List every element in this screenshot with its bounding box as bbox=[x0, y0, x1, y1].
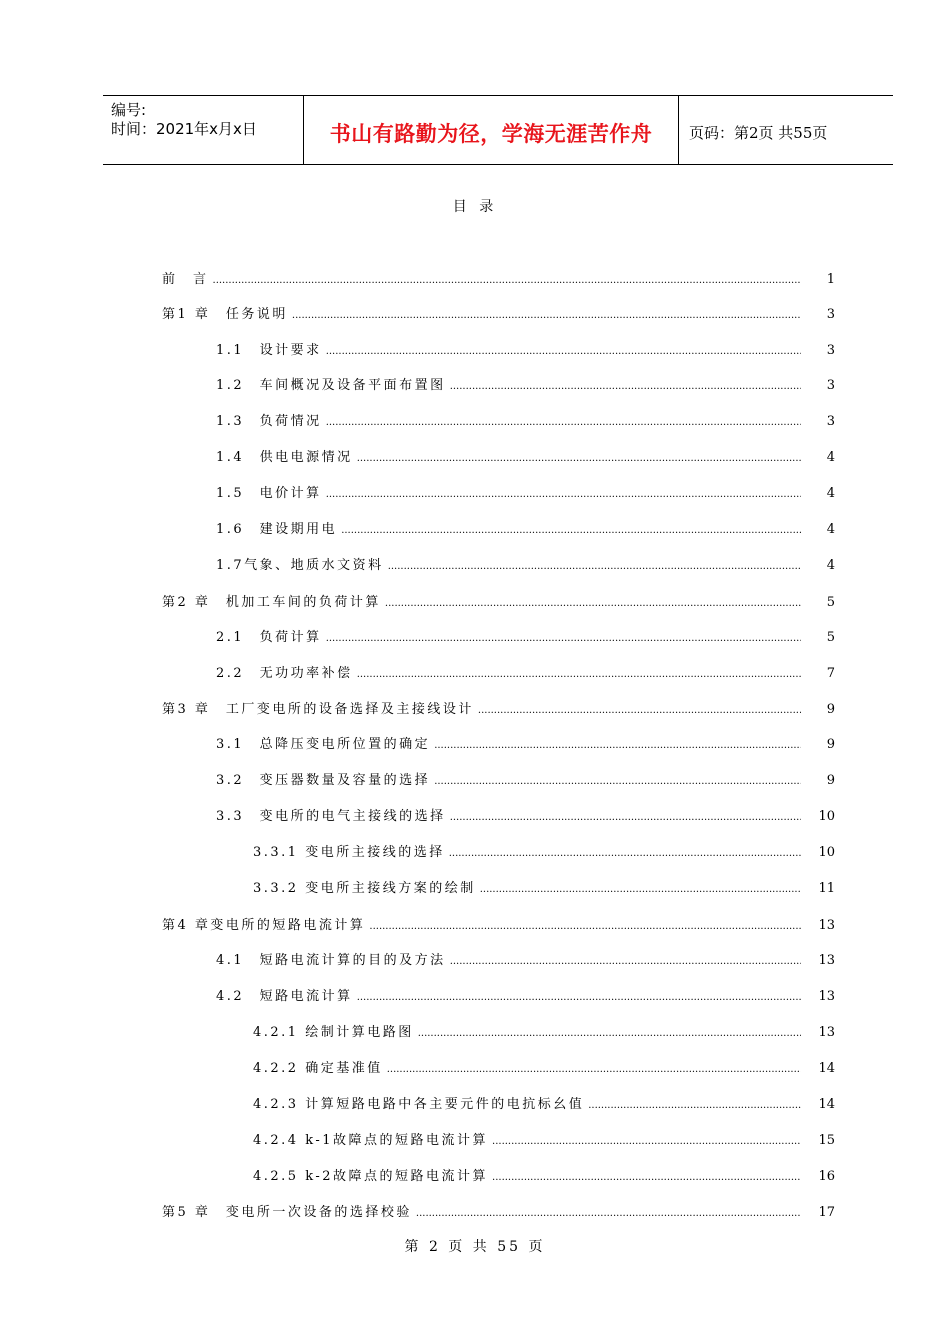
toc-entry[interactable] bbox=[162, 268, 835, 288]
toc-entry[interactable] bbox=[216, 554, 835, 574]
toc-leader-dots bbox=[450, 956, 801, 967]
toc-entry[interactable] bbox=[253, 1021, 835, 1041]
toc-entry[interactable] bbox=[216, 769, 835, 789]
toc-entry-page: 5 bbox=[826, 595, 835, 610]
toc-leader-dots bbox=[369, 921, 801, 932]
toc-entry[interactable] bbox=[253, 1129, 835, 1149]
toc-entry-label: 4.2.2 确定基准值 bbox=[253, 1061, 383, 1076]
toc-leader-dots bbox=[387, 1064, 801, 1075]
toc-entry[interactable] bbox=[216, 482, 835, 502]
toc-entry[interactable] bbox=[162, 591, 835, 611]
page-footer: 第 2 页 共 55 页 bbox=[404, 1239, 546, 1255]
toc-entry-label: 第2 章 机加工车间的负荷计算 bbox=[162, 595, 381, 610]
toc-entry-page: 16 bbox=[818, 1169, 835, 1184]
toc-entry-page: 4 bbox=[826, 450, 835, 465]
toc-leader-dots bbox=[357, 992, 801, 1003]
toc-entry[interactable] bbox=[162, 914, 835, 934]
toc-entry-page: 9 bbox=[826, 702, 835, 717]
toc-entry-page: 17 bbox=[818, 1205, 835, 1220]
toc-leader-dots bbox=[326, 346, 801, 357]
toc-leader-dots bbox=[357, 669, 801, 680]
toc-entry-label: 1.6 建设期用电 bbox=[216, 522, 338, 537]
toc-entry-label: 3.3.2 变电所主接线方案的绘制 bbox=[253, 881, 476, 896]
toc-entry-page: 4 bbox=[826, 558, 835, 573]
toc-entry[interactable] bbox=[162, 1201, 835, 1221]
toc-entry-page: 9 bbox=[826, 773, 835, 788]
toc-entry[interactable] bbox=[253, 1165, 835, 1185]
toc-entry[interactable] bbox=[216, 446, 835, 466]
toc-entry-page: 14 bbox=[818, 1061, 835, 1076]
toc-entry-label: 3.3.1 变电所主接线的选择 bbox=[253, 845, 445, 860]
toc-leader-dots bbox=[418, 1028, 801, 1039]
toc-entry[interactable] bbox=[216, 805, 835, 825]
toc-entry-page: 4 bbox=[826, 486, 835, 501]
toc-entry-label: 4.2.5 k-2故障点的短路电流计算 bbox=[253, 1169, 489, 1184]
toc-entry[interactable] bbox=[253, 877, 835, 897]
toc-entry-label: 1.7气象、地质水文资料 bbox=[216, 558, 384, 573]
toc-entry-label: 2.1 负荷计算 bbox=[216, 630, 322, 645]
header-middle-cell bbox=[304, 96, 678, 164]
toc-entry-label: 前 言 bbox=[162, 272, 209, 287]
header-page-info: 页码：第2页 共55页 bbox=[689, 124, 828, 142]
toc-entry[interactable] bbox=[216, 733, 835, 753]
toc-leader-dots bbox=[292, 310, 801, 321]
toc-leader-dots bbox=[434, 740, 801, 751]
toc-leader-dots bbox=[588, 1100, 801, 1111]
toc-leader-dots bbox=[492, 1136, 801, 1147]
header-motto: 书山有路勤为径，学海无涯苦作舟 bbox=[329, 122, 653, 146]
toc-entry[interactable] bbox=[253, 1093, 835, 1113]
toc-entry[interactable] bbox=[253, 841, 835, 861]
toc-entry-page: 3 bbox=[826, 307, 835, 322]
toc-entry-label: 3.3 变电所的电气主接线的选择 bbox=[216, 809, 446, 824]
toc-entry-page: 9 bbox=[826, 737, 835, 752]
toc-entry-page: 10 bbox=[818, 845, 835, 860]
toc-leader-dots bbox=[480, 884, 801, 895]
toc-leader-dots bbox=[492, 1172, 801, 1183]
toc-leader-dots bbox=[450, 812, 801, 823]
time-label: 时间：2021年x月x日 bbox=[111, 120, 257, 138]
toc-entry-page: 15 bbox=[818, 1133, 835, 1148]
toc-entry-page: 13 bbox=[818, 1025, 835, 1040]
toc-entry-page: 13 bbox=[818, 953, 835, 968]
toc-entry-page: 1 bbox=[826, 272, 835, 287]
toc-entry[interactable] bbox=[162, 303, 835, 323]
toc-entry-page: 3 bbox=[826, 378, 835, 393]
toc-leader-dots bbox=[326, 417, 801, 428]
toc-leader-dots bbox=[385, 598, 801, 609]
toc-entry[interactable] bbox=[216, 662, 835, 682]
toc-entry-label: 第3 章 工厂变电所的设备选择及主接线设计 bbox=[162, 702, 474, 717]
toc-entry[interactable] bbox=[216, 339, 835, 359]
toc-leader-dots bbox=[416, 1208, 801, 1219]
toc-entry-label: 3.2 变压器数量及容量的选择 bbox=[216, 773, 431, 788]
toc-title: 目 录 bbox=[452, 199, 498, 215]
header-right-cell bbox=[679, 96, 893, 164]
toc-entry-label: 4.2.1 绘制计算电路图 bbox=[253, 1025, 414, 1040]
toc-entry[interactable] bbox=[253, 1057, 835, 1077]
toc-leader-dots bbox=[326, 633, 801, 644]
toc-entry-label: 1.3 负荷情况 bbox=[216, 414, 322, 429]
toc-entry-label: 4.2.3 计算短路电路中各主要元件的电抗标幺值 bbox=[253, 1097, 585, 1112]
page-header bbox=[103, 95, 893, 165]
toc-entry-label: 4.1 短路电流计算的目的及方法 bbox=[216, 953, 446, 968]
serial-label: 编号: bbox=[111, 101, 147, 119]
toc-leader-dots bbox=[450, 381, 801, 392]
toc-entry-label: 第1 章 任务说明 bbox=[162, 307, 288, 322]
toc-entry-page: 13 bbox=[818, 918, 835, 933]
toc-entry-page: 4 bbox=[826, 522, 835, 537]
toc-entry-page: 3 bbox=[826, 414, 835, 429]
toc-entry-page: 10 bbox=[818, 809, 835, 824]
toc-entry-page: 14 bbox=[818, 1097, 835, 1112]
toc-leader-dots bbox=[326, 489, 801, 500]
toc-leader-dots bbox=[478, 705, 801, 716]
toc-entry[interactable] bbox=[216, 949, 835, 969]
toc-leader-dots bbox=[213, 275, 801, 286]
toc-entry-page: 3 bbox=[826, 343, 835, 358]
toc-leader-dots bbox=[388, 561, 801, 572]
toc-entry[interactable] bbox=[216, 518, 835, 538]
toc-entry-label: 4.2 短路电流计算 bbox=[216, 989, 353, 1004]
toc-entry-label: 4.2.4 k-1故障点的短路电流计算 bbox=[253, 1133, 489, 1148]
toc-entry-label: 3.1 总降压变电所位置的确定 bbox=[216, 737, 431, 752]
toc-entry[interactable] bbox=[216, 410, 835, 430]
toc-entry-page: 7 bbox=[826, 666, 835, 681]
toc-entry-page: 11 bbox=[818, 881, 835, 896]
toc-entry-page: 13 bbox=[818, 989, 835, 1004]
toc-entry-label: 1.4 供电电源情况 bbox=[216, 450, 353, 465]
toc-entry-label: 1.1 设计要求 bbox=[216, 343, 322, 358]
toc-leader-dots bbox=[434, 776, 801, 787]
toc-entry-label: 1.2 车间概况及设备平面布置图 bbox=[216, 378, 446, 393]
toc-entry-label: 第4 章变电所的短路电流计算 bbox=[162, 918, 366, 933]
toc-leader-dots bbox=[357, 453, 801, 464]
toc-entry[interactable] bbox=[162, 698, 835, 718]
toc-entry-label: 第5 章 变电所一次设备的选择校验 bbox=[162, 1205, 412, 1220]
toc-leader-dots bbox=[449, 848, 801, 859]
toc-entry[interactable] bbox=[216, 626, 835, 646]
toc-entry-page: 5 bbox=[826, 630, 835, 645]
header-left-cell bbox=[103, 96, 303, 164]
toc-leader-dots bbox=[341, 525, 801, 536]
toc-entry[interactable] bbox=[216, 374, 835, 394]
toc-entry[interactable] bbox=[216, 985, 835, 1005]
toc-entry-label: 1.5 电价计算 bbox=[216, 486, 322, 501]
toc-entry-label: 2.2 无功功率补偿 bbox=[216, 666, 353, 681]
